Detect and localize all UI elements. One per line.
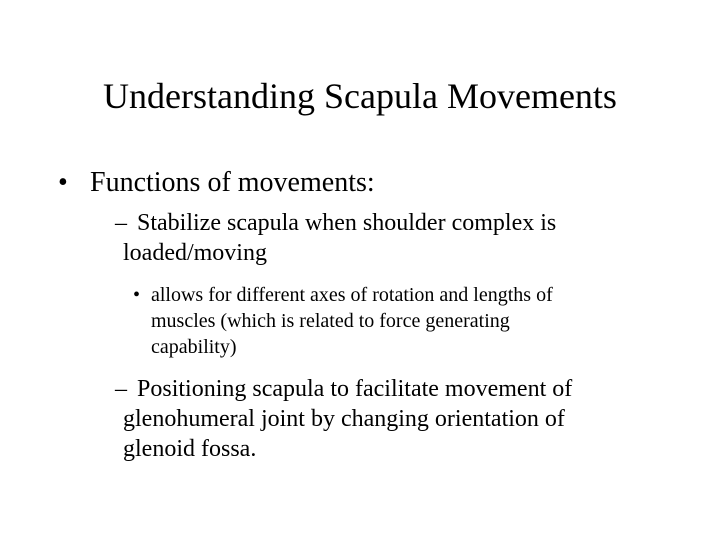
sub-bullet-line: loaded/moving — [123, 240, 267, 266]
sub-sub-bullet-text — [151, 282, 651, 360]
slide-title: Understanding Scapula Movements — [103, 76, 617, 116]
sub-sub-bullet-line: capability) — [151, 336, 237, 358]
bullet-marker: • — [58, 167, 68, 198]
dash-marker: – — [115, 210, 127, 236]
sub-sub-bullet-line: muscles (which is related to force generating — [151, 310, 510, 332]
sub-bullet-line: Stabilize scapula when shoulder complex is — [137, 210, 557, 236]
sub-bullet-line: glenoid fossa. — [123, 436, 257, 462]
bullet-text: Functions of movements: — [90, 167, 375, 198]
sub-sub-bullet-line: allows for different axes of rotation and lengths of — [151, 284, 553, 306]
sub-bullet-text — [119, 374, 659, 464]
sub-bullet-line: Positioning scapula to facilitate movement of — [137, 376, 573, 402]
dash-marker: – — [115, 376, 127, 402]
bullet-marker: • — [133, 284, 141, 306]
sub-bullet-text — [119, 208, 659, 268]
sub-bullet-line: glenohumeral joint by changing orientation of — [123, 406, 565, 432]
